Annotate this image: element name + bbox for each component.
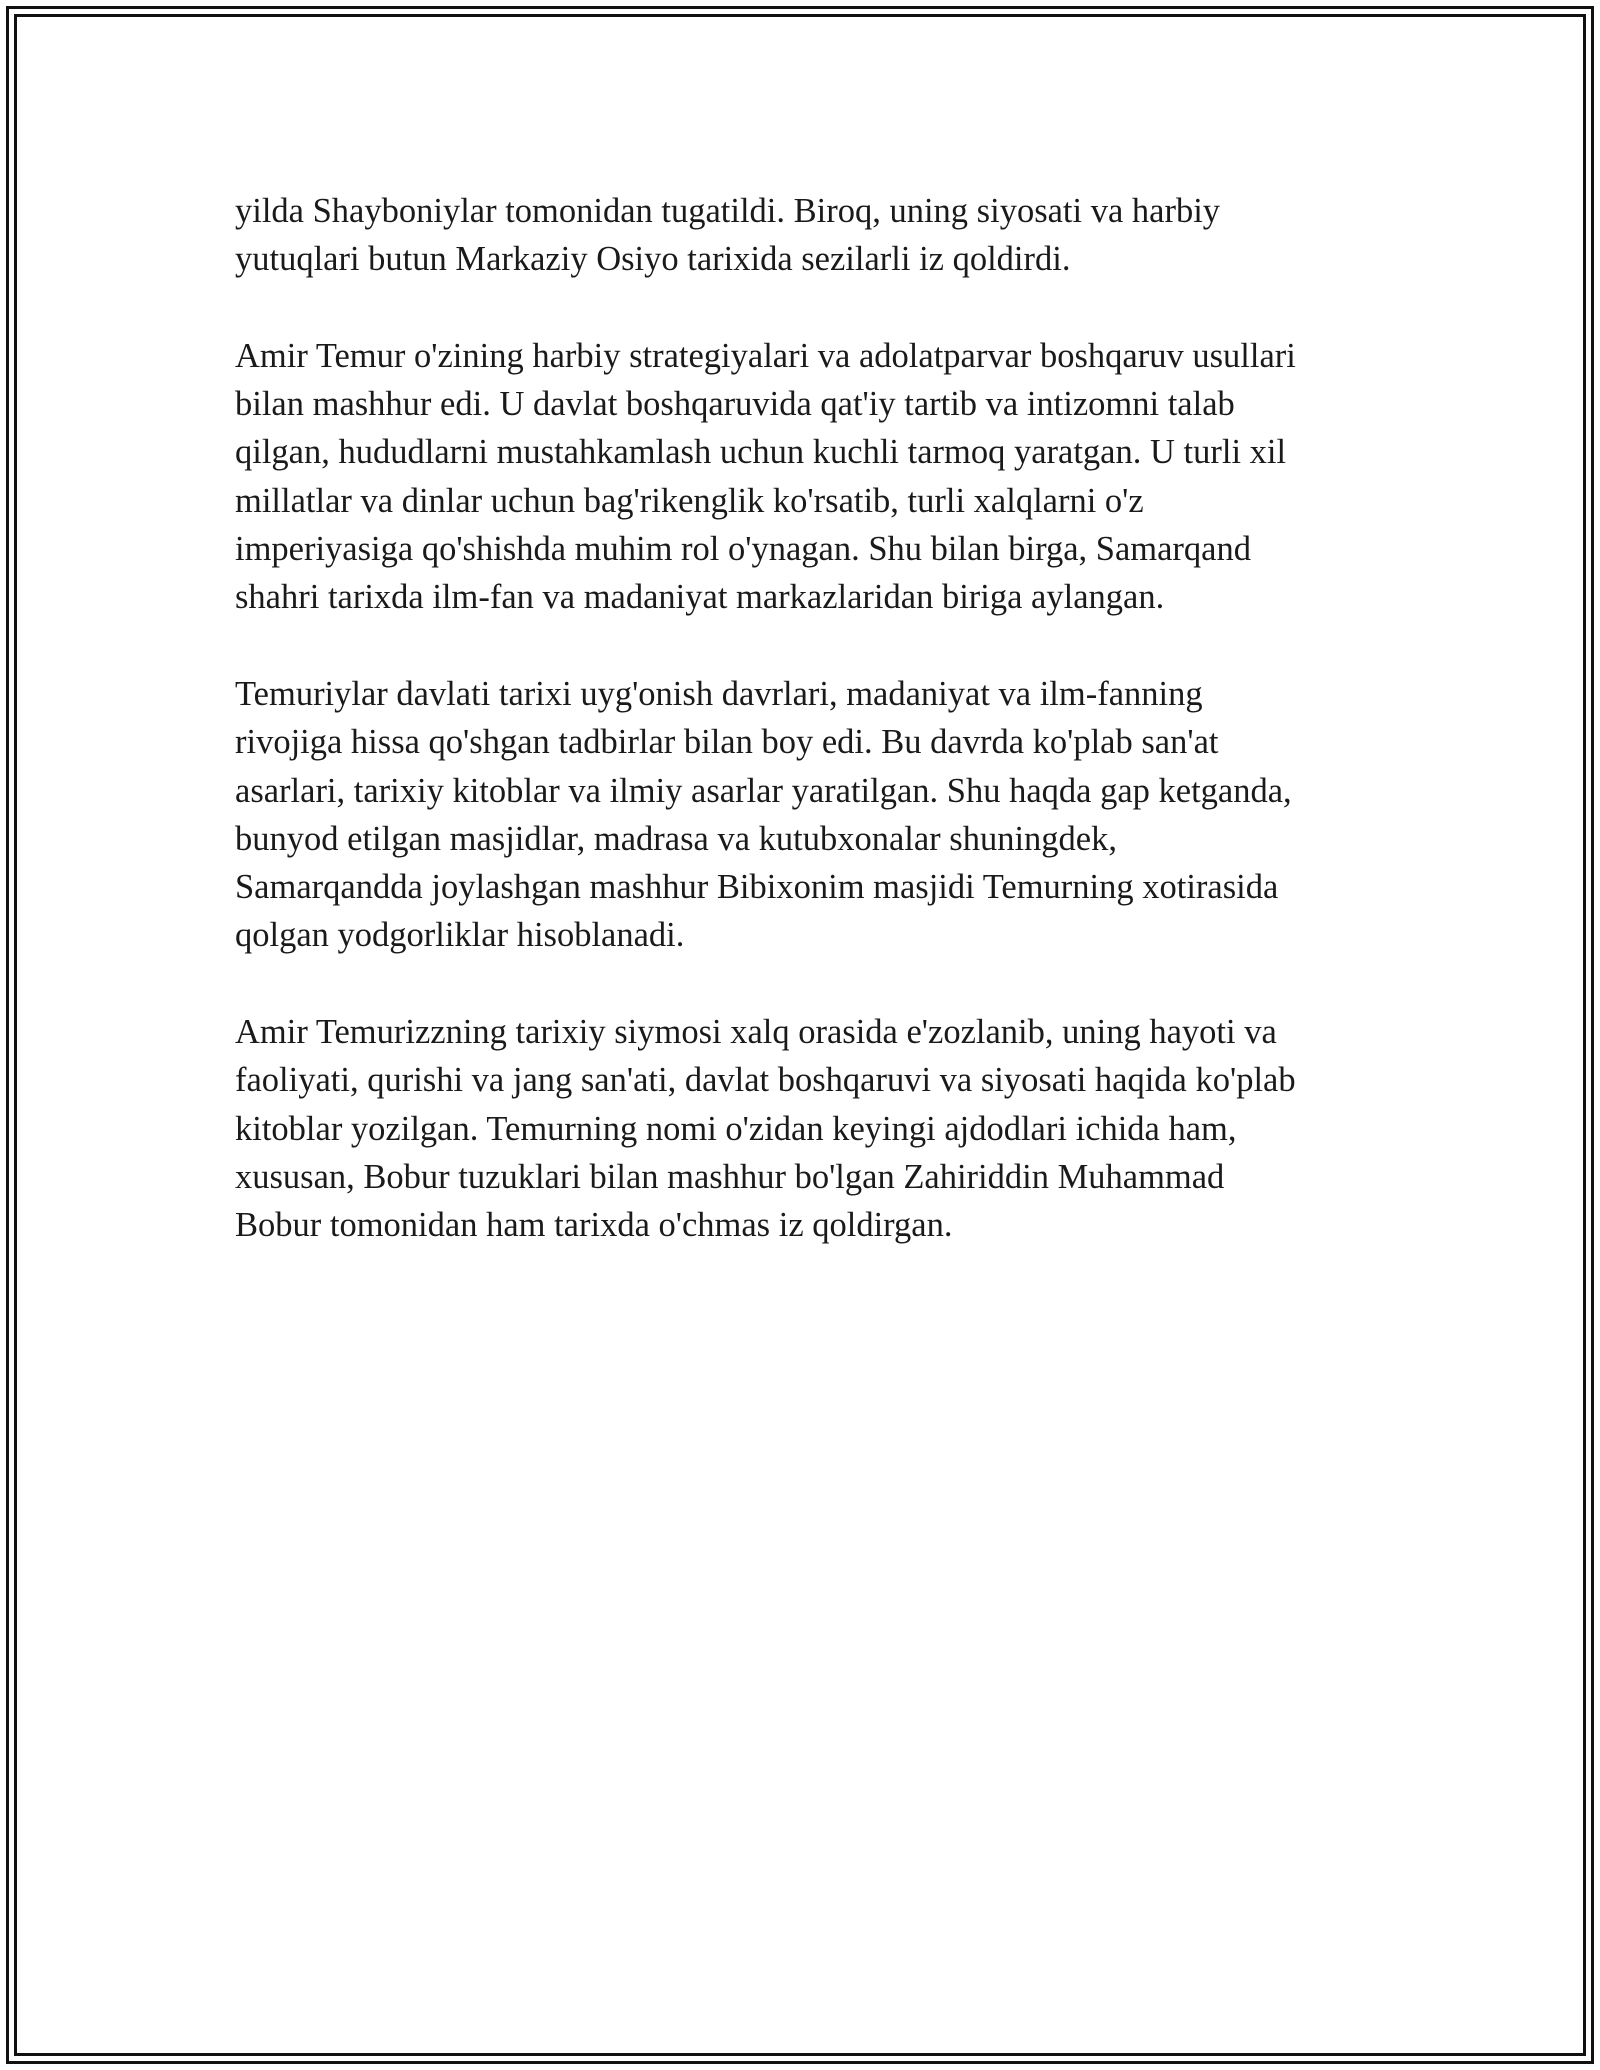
text-line: bilan mashhur edi. U davlat boshqaruvida qat'iy tartib va intizomni talab <box>235 385 1235 424</box>
text-line: shahri tarixda ilm-fan va madaniyat markazlaridan biriga aylangan. <box>235 578 1165 617</box>
text-line: Amir Temur o'zining harbiy strategiyalari va adolatparvar boshqaruv usullari <box>235 336 1296 375</box>
text-line: imperiyasiga qo'shishda muhim rol o'ynagan. Shu bilan birga, Samarqand <box>235 530 1251 569</box>
text-line: Bobur tomonidan ham tarixda o'chmas iz qoldirgan. <box>235 1206 953 1245</box>
text-line: kitoblar yozilgan. Temurning nomi o'zidan keyingi ajdodlari ichida ham, <box>235 1109 1237 1148</box>
text-line: rivojiga hissa qo'shgan tadbirlar bilan boy edi. Bu davrda ko'plab san'at <box>235 723 1219 762</box>
text-line: yilda Shayboniylar tomonidan tugatildi. Biroq, uning siyosati va harbiy <box>235 192 1221 230</box>
text-line: asarlari, tarixiy kitoblar va ilmiy asarlar yaratilgan. Shu haqda gap ketganda, <box>235 771 1292 810</box>
text-line: Amir Temurizzning tarixiy siymosi xalq orasida e'zozlanib, uning hayoti va <box>235 1013 1277 1052</box>
text-line: Samarqandda joylashgan mashhur Bibixonim masjidi Temurning xotirasida <box>235 868 1279 907</box>
paragraph-4 <box>235 1008 1385 1249</box>
document-body <box>235 187 1385 1298</box>
text-line: millatlar va dinlar uchun bag'rikenglik ko'rsatib, turli xalqlarni o'z <box>235 481 1144 520</box>
text-line: Temuriylar davlati tarixi uyg'onish davrlari, madaniyat va ilm-fanning <box>235 674 1203 713</box>
text-line: yutuqlari butun Markaziy Osiyo tarixida sezilarli iz qoldirdi. <box>235 240 1071 279</box>
paragraph-1 <box>235 187 1385 284</box>
text-line: xususan, Bobur tuzuklari bilan mashhur bo'lgan Zahiriddin Muhammad <box>235 1157 1225 1196</box>
paragraph-3 <box>235 670 1385 960</box>
text-line: faoliyati, qurishi va jang san'ati, davlat boshqaruvi va siyosati haqida ko'plab <box>235 1061 1296 1100</box>
paragraph-2 <box>235 332 1385 622</box>
text-line: bunyod etilgan masjidlar, madrasa va kutubxonalar shuningdek, <box>235 819 1117 858</box>
text-line: qolgan yodgorliklar hisoblanadi. <box>235 916 685 955</box>
text-line: qilgan, hududlarni mustahkamlash uchun kuchli tarmoq yaratgan. U turli xil <box>235 433 1287 472</box>
